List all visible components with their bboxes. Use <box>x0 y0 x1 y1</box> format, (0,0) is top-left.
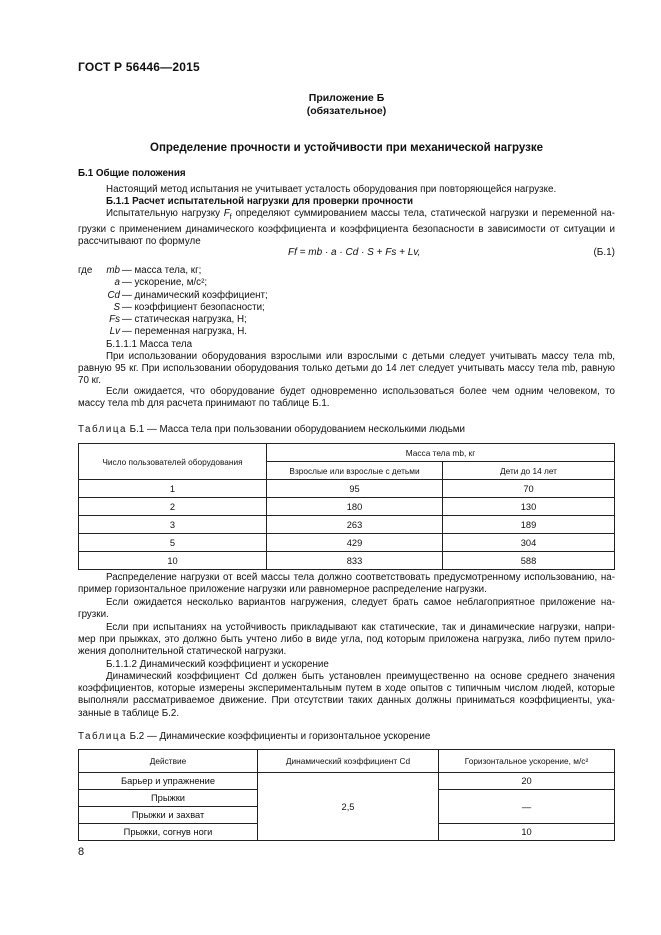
table-cell: 588 <box>443 552 615 570</box>
table-cell: Прыжки и захват <box>79 807 258 824</box>
definitions-list <box>78 265 268 339</box>
definition-lead: где <box>78 265 93 276</box>
heading-dynamic-coefficient: Б.1.1.2 Динамический коэффициент и ускорение <box>106 659 329 670</box>
page-number: 8 <box>78 846 85 858</box>
document-header: ГОСТ Р 56446—2015 <box>78 60 200 74</box>
definition-row <box>78 290 268 302</box>
definition-lead <box>78 302 98 314</box>
table-row <box>79 552 615 570</box>
document-title: Определение прочности и устойчивости при механической нагрузке <box>150 142 543 154</box>
table-header-row <box>79 750 615 773</box>
paragraph-b1-intro: Настоящий метод испытания не учитывает усталость оборудования при повторяющейся нагрузке. <box>106 184 557 195</box>
definition-row <box>78 277 268 289</box>
definition-row <box>78 314 268 326</box>
definition-symbol: S <box>113 301 120 313</box>
definition-row <box>78 302 268 314</box>
definition-symbol: mb <box>106 265 120 276</box>
table2-col-acceleration: Горизонтальное ускорение, м/с² <box>439 750 615 773</box>
definition-text: — масса тела, кг; <box>122 265 202 276</box>
table2-col-coefficient: Динамический коэффициент Cd <box>258 750 439 773</box>
definition-symbol: Lv <box>109 326 120 338</box>
appendix-title: Приложение Б <box>308 92 385 104</box>
paragraph-load-distribution: Распределение нагрузки от всей массы тела должно соответствовать предусмотренному использованию, на-пример горизонтальное приложение нагрузки или равномерное распределение нагрузки. <box>78 572 615 596</box>
definition-symbol: a <box>114 277 120 289</box>
paragraph-test-load <box>78 208 615 249</box>
table-cell: 20 <box>439 773 615 790</box>
table-cell: 180 <box>267 498 443 516</box>
paragraph-dynamic-coefficient: Динамический коэффициент Cd должен быть установлен преимущественно на основе среднего значения коэффициентов, которые измерены экспериментальным путем в ходе опытов с типичным числом людей, которые выполняли рассматриваемое движение. При отсутствии таких данных должны приниматься коэффициенты, ука-занные в таблице Б.2. <box>78 671 615 719</box>
table1-caption-text: Б.1 — Масса тела при пользовании оборудованием несколькими людьми <box>126 424 466 435</box>
table-cell: 130 <box>443 498 615 516</box>
table-row <box>79 498 615 516</box>
table-cell: 263 <box>267 516 443 534</box>
definition-text: — переменная нагрузка, Н. <box>122 326 248 338</box>
table1-col-users: Число пользователей оборудования <box>79 444 267 480</box>
test-load-var: F <box>223 208 230 219</box>
table-header-row <box>79 444 615 462</box>
table-row <box>79 534 615 552</box>
table-cell: 833 <box>267 552 443 570</box>
definition-row <box>78 265 268 277</box>
paragraph-load-variants: Если ожидается несколько вариантов нагружения, следует брать самое неблагоприятное приложение на-грузки. <box>78 597 615 621</box>
table-dynamic-coefficients <box>78 749 615 841</box>
table2-caption <box>78 731 430 742</box>
table-row <box>79 773 615 790</box>
definition-text: — ускорение, м/с²; <box>122 277 208 289</box>
table-cell: 10 <box>79 552 267 570</box>
table-cell: 189 <box>443 516 615 534</box>
definition-symbol: Cd <box>107 289 120 301</box>
table-cell: Прыжки, согнув ноги <box>79 824 258 841</box>
table-body-mass <box>78 443 615 570</box>
paragraph-body-mass: При использовании оборудования взрослыми или взрослыми с детьми следует учитывать массу тела mb, равную 95 кг. При использовании оборудования только детьми до 14 лет следует учитывать массу тела mb, равную 70 кг. <box>78 351 615 387</box>
definition-lead <box>78 326 98 338</box>
table-cell: 70 <box>443 480 615 498</box>
appendix-subtitle: (обязательное) <box>306 105 387 117</box>
table-cell: 2 <box>79 498 267 516</box>
subsection-heading-b11: Б.1.1 Расчет испытательной нагрузки для проверки прочности <box>106 196 414 207</box>
table2-caption-label: Таблица <box>78 731 127 742</box>
paragraph-multiple-users: Если ожидается, что оборудование будет одновременно использоваться более чем одним человеком, то массу тела mb для расчета принимают по таблице Б.1. <box>78 386 615 410</box>
table-cell: 10 <box>439 824 615 841</box>
table1-col-group: Масса тела mb, кг <box>267 444 615 462</box>
table-cell: — <box>439 790 615 824</box>
table1-col-adults: Взрослые или взрослые с детьми <box>267 462 443 480</box>
table-row <box>79 480 615 498</box>
table-cell-coefficient: 2,5 <box>258 773 439 841</box>
table2-col-action: Действие <box>79 750 258 773</box>
definition-text: — динамический коэффициент; <box>122 289 268 301</box>
test-load-sub: f <box>229 213 232 221</box>
formula-expression: Ff = mb · a · Cd · S + Fs + Lv, <box>288 247 421 258</box>
test-load-text-b: определяют суммированием массы тела, статической нагрузки и переменной на-грузки с применением динамического коэффициента и коэффициента безопасности в зависимости от ситуации и рассчитывают по формуле <box>78 208 615 248</box>
heading-body-mass: Б.1.1.1 Масса тела <box>106 339 193 350</box>
table-row <box>79 516 615 534</box>
table-cell: 304 <box>443 534 615 552</box>
definition-text: — статическая нагрузка, Н; <box>122 314 247 326</box>
paragraph-stability: Если при испытаниях на устойчивость прикладывают как статические, так и динамические нагрузки, напри-мер при прыжках, это должно быть учтено либо в виде угла, под которым приложена нагрузка, либо путем прило-жения дополнительной статической нагрузки. <box>78 622 615 658</box>
definition-text: — коэффициент безопасности; <box>122 301 265 313</box>
table-cell: 5 <box>79 534 267 552</box>
table-cell: Барьер и упражнение <box>79 773 258 790</box>
section-heading-b1: Б.1 Общие положения <box>78 168 186 179</box>
definition-lead <box>78 277 98 289</box>
test-load-text-a: Испытательную нагрузку <box>106 208 224 219</box>
table-cell: Прыжки <box>79 790 258 807</box>
definition-lead <box>78 290 98 302</box>
definition-symbol: Fs <box>109 314 120 326</box>
table2-caption-text: Б.2 — Динамические коэффициенты и горизонтальное ускорение <box>126 731 431 742</box>
table1-caption <box>78 424 465 435</box>
table-cell: 3 <box>79 516 267 534</box>
table-cell: 429 <box>267 534 443 552</box>
table1-caption-label: Таблица <box>78 424 127 435</box>
definition-lead <box>78 314 98 326</box>
table1-col-children: Дети до 14 лет <box>443 462 615 480</box>
definition-row <box>78 326 268 338</box>
appendix-heading <box>78 92 615 118</box>
formula-number: (Б.1) <box>593 247 615 258</box>
table-cell: 95 <box>267 480 443 498</box>
table-cell: 1 <box>79 480 267 498</box>
